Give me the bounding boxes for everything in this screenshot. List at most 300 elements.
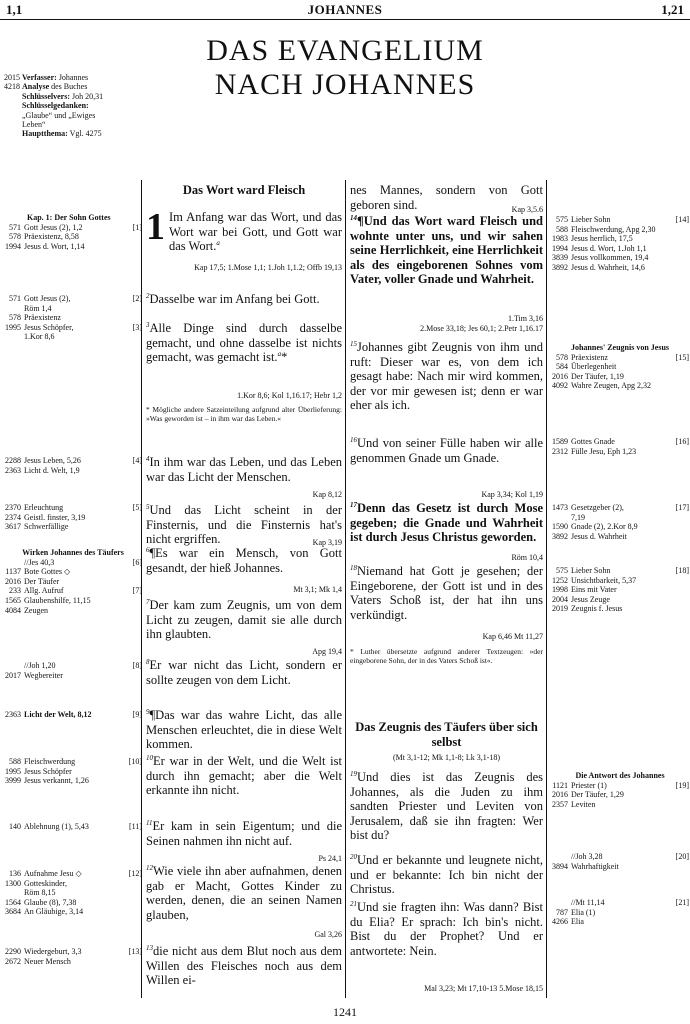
margin-ref-row bbox=[551, 447, 689, 457]
topic-label: Gottes Gnade bbox=[571, 437, 615, 446]
topic-label: Fleischwerdung, Apg 2,30 bbox=[571, 224, 656, 234]
topic-number: 1983 bbox=[552, 234, 568, 244]
topic-number bbox=[4, 332, 24, 342]
topic-label: Jesus herrlich, 17,5 bbox=[571, 234, 633, 244]
margin-ref-row bbox=[4, 888, 142, 898]
topic-label: Präexistenz bbox=[571, 352, 608, 362]
topic-number: 1473 bbox=[552, 503, 568, 512]
topic-number: 3894 bbox=[552, 861, 568, 871]
topic-label: Jesus verkannt, 1,26 bbox=[24, 776, 89, 786]
margin-ref-row bbox=[551, 908, 689, 918]
topic-label: Jesus d. Wort, 1,14 bbox=[24, 241, 85, 251]
margin-ref-row bbox=[551, 353, 689, 363]
margin-ref-row bbox=[4, 232, 142, 242]
topic-number: 3617 bbox=[5, 522, 21, 532]
margin-ref-row bbox=[4, 869, 142, 879]
margin-ref-row bbox=[4, 304, 142, 314]
margin-ref-row bbox=[4, 223, 142, 233]
header-book-name: JOHANNES bbox=[307, 2, 383, 17]
topic-number bbox=[551, 513, 571, 523]
topic-label: Lieber Sohn bbox=[571, 566, 611, 575]
book-info-number: 2015 bbox=[4, 73, 20, 82]
topic-label: Unsichtbarkeit, 5,37 bbox=[571, 575, 637, 585]
topic-label: 7,19 bbox=[571, 512, 585, 522]
topic-number: 1590 bbox=[552, 522, 568, 532]
topic-label: Wahre Zeugen, Apg 2,32 bbox=[571, 381, 651, 391]
topic-number: 2019 bbox=[552, 604, 568, 614]
topic-number: 1137 bbox=[5, 567, 21, 577]
margin-ref-row bbox=[551, 503, 689, 513]
verse-10: $^{10}$Er war in der Welt, und die Welt ist durch ihn gemacht; aber die Welt erkannte ihn nicht. bbox=[146, 753, 342, 797]
topic-number: 2672 bbox=[5, 956, 21, 966]
verse-marker: [10] bbox=[128, 757, 142, 766]
book-info-row bbox=[4, 111, 154, 120]
margin-ref-group bbox=[551, 437, 689, 456]
topic-number: 4266 bbox=[552, 917, 568, 927]
topic-label: Der Täufer bbox=[24, 576, 60, 586]
margin-ref-row bbox=[4, 661, 142, 671]
verse-marker: [14] bbox=[675, 215, 689, 224]
book-info-text: Leben“ bbox=[22, 120, 46, 130]
topic-number bbox=[4, 661, 24, 671]
topic-number: 2357 bbox=[552, 799, 568, 809]
topic-number: 2312 bbox=[552, 446, 568, 456]
margin-ref-row bbox=[551, 852, 689, 862]
topic-number bbox=[4, 304, 24, 314]
topic-number: 588 bbox=[556, 224, 568, 234]
topic-label: Licht d. Welt, 1,9 bbox=[24, 465, 80, 475]
verse-17-crossref: Röm 10,4 bbox=[511, 553, 543, 562]
margin-ref-row bbox=[4, 767, 142, 777]
verse-12: $^{12}$Wie viele ihn aber aufnahmen, denen gab er Macht, Gottes Kinder zu werden, denen, die an seinen Namen glauben, bbox=[146, 863, 342, 922]
topic-number: 3892 bbox=[552, 262, 568, 272]
verse-marker: [12] bbox=[128, 869, 142, 878]
topic-number bbox=[4, 888, 24, 898]
verse-13-crossref: Kap 3,5.6 bbox=[511, 205, 543, 214]
book-info-number: 4218 bbox=[4, 82, 20, 92]
verse-7: $^7$Der kam zum Zeugnis, um von dem Licht zu zeugen, damit sie alle durch ihn glaubten. bbox=[146, 597, 342, 641]
topic-label: Röm 8,15 bbox=[24, 888, 56, 898]
topic-label: Zeugnis f. Jesus bbox=[571, 604, 623, 614]
margin-ref-group bbox=[4, 294, 142, 342]
verse-13: $^{13}$die nicht aus dem Blut noch aus dem Willen des Fleisches noch aus dem Willen ei- bbox=[146, 943, 342, 987]
margin-ref-row bbox=[4, 596, 142, 606]
topic-number: 575 bbox=[556, 215, 568, 224]
verse-14: $^{14}$¶Und das Wort ward Fleisch und wohnte unter uns, und wir sahen seine Herrlichkeit, eine Herrlichkeit als des eingeborenen Sohnes vom Vater, voller Gnade und Wahrheit. bbox=[350, 213, 543, 286]
topic-label: Wiedergeburt, 3,3 bbox=[24, 947, 82, 956]
book-info-text: Analyse des Buches bbox=[22, 82, 88, 92]
topic-number: 1994 bbox=[552, 243, 568, 253]
topic-label: Ablehnung (1), 5,43 bbox=[24, 822, 89, 831]
margin-ref-group bbox=[551, 898, 689, 927]
margin-topic-heading: Kap. 1: Der Sohn Gottes bbox=[27, 213, 111, 222]
topic-label: //Joh 3,28 bbox=[571, 852, 603, 861]
margin-ref-row bbox=[4, 710, 142, 720]
topic-label: Präexistenz bbox=[24, 313, 61, 323]
topic-label: Der Täufer, 1,29 bbox=[571, 790, 624, 800]
margin-ref-group bbox=[4, 456, 142, 475]
verse-marker: [13] bbox=[128, 947, 142, 956]
topic-number: 2290 bbox=[5, 947, 21, 956]
verse-15: $^{15}$Johannes gibt Zeugnis von ihm und ruft: Dieser war es, von dem ich gesagt habe: Nach mir wird kommen, der vor mir gewesen ist; denn er war eher als ich. bbox=[350, 339, 543, 412]
margin-ref-row bbox=[4, 577, 142, 587]
margin-ref-group bbox=[4, 503, 142, 532]
topic-number: 2016 bbox=[552, 371, 568, 381]
topic-label: Wahrhaftigkeit bbox=[571, 861, 619, 871]
topic-label: 1.Kor 8,6 bbox=[24, 332, 55, 342]
verse-marker: [17] bbox=[675, 503, 689, 512]
topic-number: 136 bbox=[9, 869, 21, 878]
book-info-row bbox=[4, 101, 154, 110]
verse-3-crossref: 1.Kor 8,6; Kol 1,16.17; Hebr 1,2 bbox=[237, 391, 342, 400]
margin-ref-row bbox=[4, 522, 142, 532]
verse-marker: [18] bbox=[675, 566, 689, 575]
verse-8: $^8$Er war nicht das Licht, sondern er sollte zeugen von dem Licht. bbox=[146, 657, 342, 687]
topic-label: Fülle Jesu, Eph 1,23 bbox=[571, 446, 637, 456]
verse-marker: [20] bbox=[675, 852, 689, 861]
topic-label: Elia bbox=[571, 917, 584, 927]
margin-ref-row bbox=[551, 234, 689, 244]
margin-ref-row bbox=[4, 323, 142, 333]
margin-ref-group bbox=[551, 771, 689, 809]
verse-11-crossref: Ps 24,1 bbox=[318, 854, 342, 863]
margin-ref-row bbox=[551, 862, 689, 872]
margin-ref-group bbox=[4, 822, 142, 832]
topic-number: 2016 bbox=[5, 576, 21, 586]
margin-ref-group bbox=[4, 213, 142, 251]
verse-3-footnote: * Mögliche andere Satzeinteilung aufgrund alter Überlieferung: »Was geworden ist – in ihm war das Leben.« bbox=[146, 405, 342, 423]
topic-number: 1995 bbox=[5, 766, 21, 776]
book-info-text: Verfasser: Johannes bbox=[22, 73, 89, 82]
topic-number: 2374 bbox=[5, 512, 21, 522]
verse-marker: [4] bbox=[132, 456, 142, 465]
topic-number: 2016 bbox=[552, 790, 568, 800]
topic-number: 3684 bbox=[5, 907, 21, 917]
topic-label: Jesus d. Wort, 1.Joh 1,1 bbox=[571, 243, 647, 253]
margin-topic-heading: Die Antwort des Johannes bbox=[575, 771, 665, 780]
margin-ref-group bbox=[551, 852, 689, 871]
topic-number: 1564 bbox=[5, 897, 21, 907]
topic-label: Präexistenz, 8,58 bbox=[24, 232, 79, 242]
verse-marker: [19] bbox=[675, 780, 689, 790]
margin-ref-row bbox=[4, 757, 142, 767]
topic-number: 1995 bbox=[5, 322, 21, 332]
verse-marker: [6] bbox=[132, 557, 142, 567]
column-rule-3 bbox=[546, 180, 547, 998]
verse-12-crossref: Gal 3,26 bbox=[314, 930, 342, 939]
topic-label: Jesus d. Wahrheit, 14,6 bbox=[571, 262, 645, 272]
margin-ref-row bbox=[4, 898, 142, 908]
topic-label: Gesetzgeber (2), bbox=[571, 503, 624, 512]
topic-number: 2017 bbox=[5, 670, 21, 680]
topic-label: An Gläubige, 3,14 bbox=[24, 907, 84, 917]
margin-ref-group bbox=[4, 869, 142, 917]
verse-marker: [5] bbox=[132, 503, 142, 512]
margin-ref-group bbox=[4, 548, 142, 615]
topic-number: 4084 bbox=[5, 605, 21, 615]
margin-ref-row bbox=[551, 532, 689, 542]
topic-number: 233 bbox=[9, 586, 21, 596]
margin-ref-row bbox=[4, 456, 142, 466]
book-info-row bbox=[4, 120, 154, 129]
verse-marker: [21] bbox=[675, 898, 689, 907]
topic-label: Glaube (8), 7,38 bbox=[24, 897, 77, 907]
margin-ref-row bbox=[4, 879, 142, 889]
column-rule-2 bbox=[345, 180, 346, 998]
topic-label: Eins mit Vater bbox=[571, 585, 617, 595]
topic-number: 3999 bbox=[5, 776, 21, 786]
verse-21-crossref: Mal 3,23; Mt 17,10-13 5.Mose 18,15 bbox=[424, 984, 543, 993]
verse-16: $^{16}$Und von seiner Fülle haben wir alle genommen Gnade um Gnade. bbox=[350, 435, 543, 465]
margin-ref-row bbox=[551, 215, 689, 225]
margin-ref-row bbox=[4, 957, 142, 967]
topic-number: 2363 bbox=[5, 710, 21, 719]
book-info-number bbox=[4, 120, 22, 129]
verse-16-crossref: Kap 3,34; Kol 1,19 bbox=[481, 490, 543, 499]
topic-number: 1994 bbox=[5, 241, 21, 251]
book-info-row bbox=[4, 129, 154, 138]
topic-number: 584 bbox=[556, 362, 568, 372]
margin-ref-row bbox=[551, 244, 689, 254]
verse-21: $^{21}$Und sie fragten ihn: Was dann? Bist du Elia? Er sprach: Ich bin's nicht. Bist du der Prophet? Und er antwortete: Nein. bbox=[350, 899, 543, 958]
margin-ref-group bbox=[4, 661, 142, 680]
topic-label: Lieber Sohn bbox=[571, 215, 611, 224]
book-info-number bbox=[4, 101, 22, 110]
header-right-ref: 1,21 bbox=[661, 2, 684, 17]
verse-5-crossref: Kap 3,19 bbox=[312, 538, 342, 547]
margin-ref-group bbox=[4, 710, 142, 720]
verse-19: $^{19}$Und dies ist das Zeugnis des Johannes, als die Juden zu ihm sandten Priester und Leviten von Jerusalem, daß sie ihn fragten: Wer bist du? bbox=[350, 769, 543, 842]
book-info-text: Schlüsselvers: Joh 20,31 bbox=[22, 91, 104, 101]
topic-label: Bote Gottes ◇ bbox=[24, 567, 71, 577]
topic-number bbox=[551, 898, 571, 908]
topic-number: 787 bbox=[556, 907, 568, 917]
margin-ref-row bbox=[4, 242, 142, 252]
topic-label: Gott Jesus (2), 1,2 bbox=[24, 222, 83, 232]
margin-ref-row bbox=[4, 313, 142, 323]
topic-number bbox=[4, 558, 24, 568]
topic-label: Der Täufer, 1,19 bbox=[571, 371, 624, 381]
running-header bbox=[0, 0, 690, 20]
margin-ref-row bbox=[551, 362, 689, 372]
margin-ref-row bbox=[551, 595, 689, 605]
margin-ref-row bbox=[551, 576, 689, 586]
margin-ref-group bbox=[551, 343, 689, 391]
topic-number bbox=[551, 852, 571, 862]
topic-label: Fleischwerdung bbox=[24, 757, 76, 766]
book-info-text: Schlüsselgedanken: bbox=[22, 101, 89, 111]
margin-ref-row bbox=[551, 917, 689, 927]
verse-14-crossref-b: 2.Mose 33,18; Jes 60,1; 2.Petr 1,16.17 bbox=[420, 324, 543, 333]
topic-label: Neuer Mensch bbox=[24, 956, 71, 966]
verse-4-crossref: Kap 8,12 bbox=[312, 490, 342, 499]
topic-number: 1565 bbox=[5, 595, 21, 605]
verse-1-crossref: Kap 17,5; 1.Mose 1,1; 1.Joh 1,1.2; Offb 19,13 bbox=[194, 263, 342, 272]
margin-ref-row bbox=[551, 381, 689, 391]
topic-number: 578 bbox=[9, 313, 21, 323]
topic-label: Jesus d. Wahrheit bbox=[571, 531, 627, 541]
margin-ref-row bbox=[4, 558, 142, 568]
topic-label: Geistl. finster, 3,19 bbox=[24, 512, 86, 522]
verse-7-crossref: Apg 19,4 bbox=[312, 647, 342, 656]
verse-1: 1 Im Anfang war das Wort, und das Wort war bei Gott, und Gott war das Wort.$^a$ bbox=[146, 206, 342, 253]
margin-ref-row bbox=[4, 513, 142, 523]
topic-number: 3839 bbox=[552, 253, 568, 263]
topic-number: 1300 bbox=[5, 878, 21, 888]
book-info-number bbox=[4, 129, 22, 138]
page-number: 1241 bbox=[333, 1005, 357, 1019]
topic-number: 1589 bbox=[552, 437, 568, 446]
margin-ref-row bbox=[4, 947, 142, 957]
margin-ref-row bbox=[4, 503, 142, 513]
topic-number: 578 bbox=[9, 232, 21, 242]
verse-17: $^{17}$Denn das Gesetz ist durch Mose gegeben; die Gnade und Wahrheit ist durch Jesus Christus geworden. bbox=[350, 500, 543, 544]
topic-number: 1998 bbox=[552, 585, 568, 595]
verse-marker: [7] bbox=[132, 586, 142, 596]
topic-label: Überlegenheit bbox=[571, 362, 617, 372]
book-info-row bbox=[4, 82, 154, 91]
topic-number: 571 bbox=[9, 222, 21, 232]
topic-label: Leviten bbox=[571, 799, 596, 809]
margin-ref-group bbox=[551, 566, 689, 614]
book-info-text: „Glaube“ und „Ewiges bbox=[22, 110, 96, 120]
margin-ref-group bbox=[551, 503, 689, 541]
margin-ref-row bbox=[4, 671, 142, 681]
chapter-number: 1 bbox=[146, 206, 165, 248]
topic-number: 1252 bbox=[552, 575, 568, 585]
verse-6-crossref: Mt 3,1; Mk 1,4 bbox=[293, 585, 342, 594]
margin-ref-row bbox=[4, 332, 142, 342]
verse-18-crossref: Kap 6,46 Mt 11,27 bbox=[482, 632, 543, 641]
topic-label: Jesus Leben, 5,26 bbox=[24, 456, 81, 465]
margin-ref-row bbox=[4, 822, 142, 832]
topic-number: 3892 bbox=[552, 531, 568, 541]
book-title bbox=[150, 34, 540, 102]
verse-marker: [15] bbox=[675, 352, 689, 362]
topic-label: Gott Jesus (2), bbox=[24, 294, 71, 303]
verse-9: $^9$¶Das war das wahre Licht, das alle Menschen erleuchtet, die in diese Welt kommen. bbox=[146, 707, 342, 751]
book-info-number bbox=[4, 111, 22, 120]
margin-ref-row bbox=[4, 907, 142, 917]
topic-label: Schwerfällige bbox=[24, 522, 69, 532]
verse-20: $^{20}$Und er bekannte und leugnete nicht, und er bekannte: Ich bin nicht der Christus. bbox=[350, 852, 543, 896]
verse-6: $^6$¶Es war ein Mensch, von Gott gesandt, der hieß Johannes. bbox=[146, 545, 342, 575]
margin-ref-row bbox=[4, 294, 142, 304]
margin-ref-row bbox=[551, 604, 689, 614]
topic-number: 4092 bbox=[552, 381, 568, 391]
margin-ref-row bbox=[551, 566, 689, 576]
topic-number: 588 bbox=[9, 757, 21, 766]
topic-label: Jesus vollkommen, 19,4 bbox=[571, 253, 649, 263]
topic-number: 578 bbox=[556, 352, 568, 362]
margin-ref-row bbox=[551, 585, 689, 595]
topic-number: 2288 bbox=[5, 456, 21, 465]
book-info-text: Hauptthema: Vgl. 4275 bbox=[22, 129, 102, 139]
topic-label: //Jes 40,3 bbox=[24, 557, 55, 567]
topic-label: //Joh 1,20 bbox=[24, 661, 56, 670]
verse-2: $^2$Dasselbe war im Anfang bei Gott. bbox=[146, 291, 320, 306]
topic-label: Priester (1) bbox=[571, 780, 607, 790]
book-title-line-2: NACH JOHANNES bbox=[214, 68, 476, 101]
topic-label: Jesus Schöpfer bbox=[24, 766, 72, 776]
margin-ref-row bbox=[551, 513, 689, 523]
margin-ref-row bbox=[551, 522, 689, 532]
header-left-ref: 1,1 bbox=[6, 2, 23, 17]
book-info-row bbox=[4, 92, 154, 101]
margin-ref-row bbox=[551, 898, 689, 908]
margin-ref-row bbox=[551, 372, 689, 382]
book-info-number bbox=[4, 92, 22, 101]
verse-marker: [11] bbox=[128, 822, 142, 831]
book-title-line-1: DAS EVANGELIUM bbox=[206, 34, 484, 67]
topic-label: Jesus Schöpfer, bbox=[24, 322, 74, 332]
topic-label: Licht der Welt, 8,12 bbox=[24, 710, 92, 719]
topic-label: Allg. Aufruf bbox=[24, 586, 64, 596]
section-parallel-refs: (Mt 3,1-12; Mk 1,1-8; Lk 3,1-18) bbox=[392, 753, 501, 762]
verse-3: $^3$Alle Dinge sind durch dasselbe gemacht, und ohne dasselbe ist nichts gemacht, was gemacht ist.$^a$* bbox=[146, 320, 342, 364]
topic-label: Wegbereiter bbox=[24, 670, 63, 680]
topic-number: 2004 bbox=[552, 594, 568, 604]
margin-ref-row bbox=[4, 586, 142, 596]
section-heading-wort: Das Wort ward Fleisch bbox=[182, 183, 306, 197]
verse-11: $^{11}$Er kam in sein Eigentum; und die Seinen nahmen ihn nicht auf. bbox=[146, 818, 342, 848]
margin-ref-group bbox=[4, 947, 142, 966]
topic-number: 571 bbox=[9, 294, 21, 303]
topic-number: 2370 bbox=[5, 503, 21, 512]
topic-number: 575 bbox=[556, 566, 568, 575]
verse-4: $^4$In ihm war das Leben, und das Leben war das Licht der Menschen. bbox=[146, 454, 342, 484]
margin-ref-row bbox=[551, 781, 689, 791]
margin-ref-row bbox=[4, 567, 142, 577]
topic-number: 2363 bbox=[5, 465, 21, 475]
section-heading-zeugnis: Das Zeugnis des Täufers über sich selbst bbox=[355, 720, 538, 749]
margin-ref-row bbox=[551, 253, 689, 263]
margin-ref-row bbox=[551, 790, 689, 800]
topic-label: Zeugen bbox=[24, 605, 48, 615]
margin-ref-row bbox=[4, 466, 142, 476]
margin-ref-row bbox=[551, 437, 689, 447]
topic-label: Glaubenshilfe, 11,15 bbox=[24, 595, 91, 605]
topic-label: Jesus Zeuge bbox=[571, 594, 610, 604]
verse-5: $^5$Und das Licht scheint in der Finsternis, und die Finsternis hat's nicht ergriffen. bbox=[146, 502, 342, 546]
topic-label: Röm 1,4 bbox=[24, 303, 52, 313]
verse-13-continued: nes Mannes, sondern von Gott geboren sind. bbox=[350, 183, 543, 212]
margin-topic-heading: Wirken Johannes des Täufers bbox=[22, 548, 124, 557]
verse-14-crossref-a: 1.Tim 3,16 bbox=[507, 314, 543, 323]
topic-label: Gotteskinder, bbox=[24, 878, 68, 888]
topic-label: Aufnahme Jesu ◇ bbox=[24, 869, 82, 878]
book-info-panel bbox=[4, 73, 154, 139]
margin-ref-group bbox=[551, 215, 689, 273]
topic-label: Elia (1) bbox=[571, 907, 596, 917]
margin-topic-heading: Johannes' Zeugnis von Jesus bbox=[570, 343, 670, 352]
verse-marker: [2] bbox=[132, 294, 142, 303]
topic-label: Erleuchtung bbox=[24, 503, 64, 512]
margin-ref-row bbox=[551, 800, 689, 810]
verse-marker: [1] bbox=[132, 222, 142, 232]
topic-label: //Mt 11,14 bbox=[571, 898, 605, 907]
book-info-row bbox=[4, 73, 154, 82]
verse-18: $^{18}$Niemand hat Gott je gesehen; der Eingeborene, der Gott ist und in des Vaters Schoß ist, der hat ihn uns verkündigt. bbox=[350, 563, 543, 622]
topic-label: Gnade (2), 2.Kor 8,9 bbox=[571, 522, 638, 532]
verse-marker: [9] bbox=[132, 710, 142, 719]
topic-number: 1121 bbox=[552, 780, 568, 790]
verse-marker: [16] bbox=[675, 437, 689, 446]
margin-ref-group bbox=[4, 757, 142, 786]
margin-ref-row bbox=[4, 606, 142, 616]
margin-ref-row bbox=[4, 776, 142, 786]
topic-number: 140 bbox=[9, 822, 21, 831]
